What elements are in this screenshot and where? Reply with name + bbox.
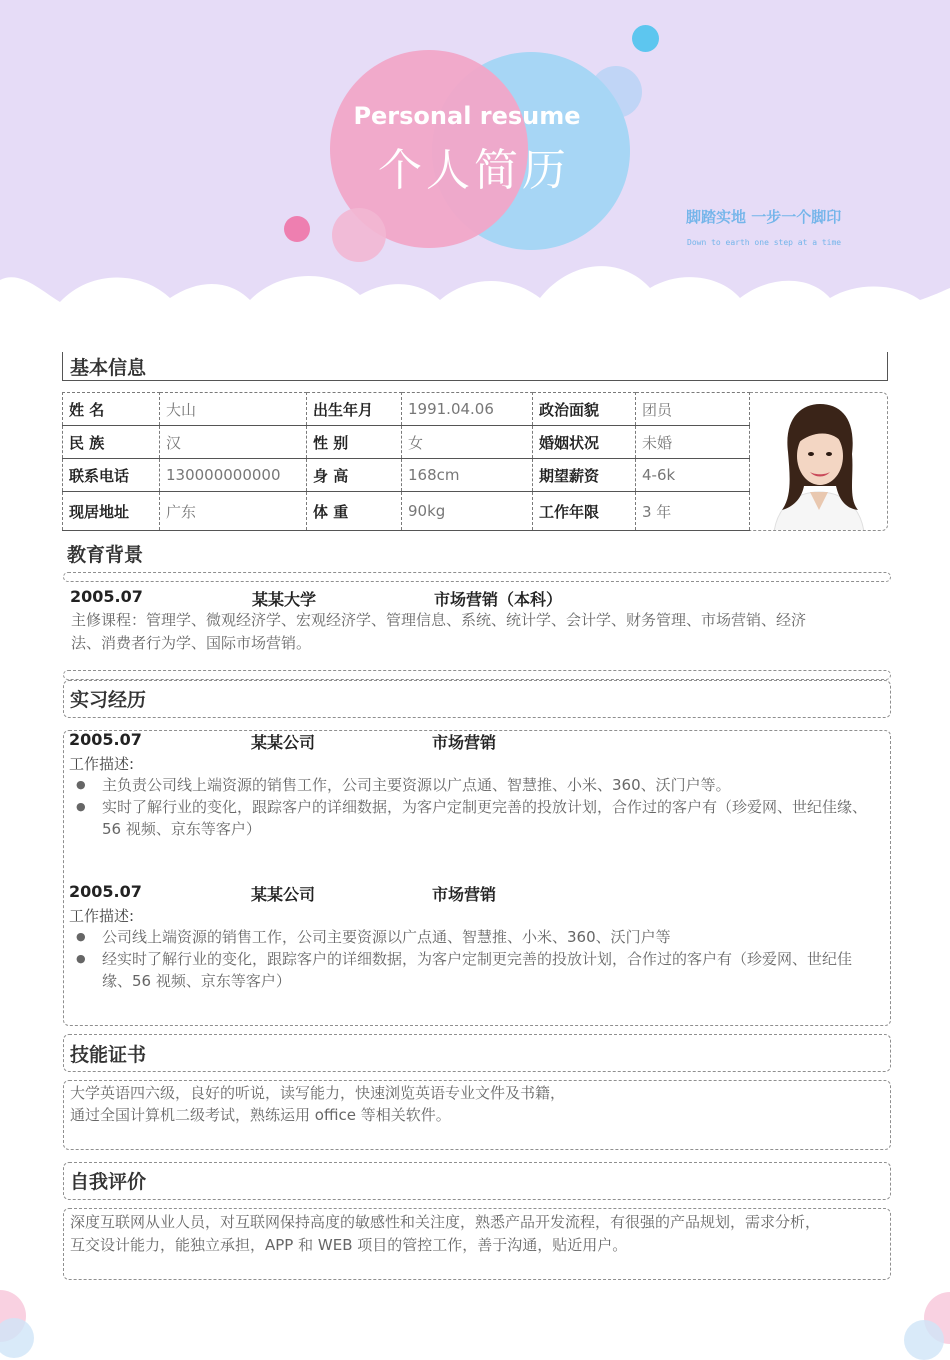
intern-company: 某某公司 <box>251 885 316 904</box>
info-label: 体 重 <box>307 492 402 531</box>
info-label: 性 别 <box>307 426 402 459</box>
info-value: 团员 <box>636 393 750 426</box>
section-title-basic: 基本信息 <box>70 357 147 379</box>
info-label: 民 族 <box>63 426 160 459</box>
section-box <box>63 680 891 718</box>
divider <box>62 380 888 381</box>
info-label: 现居地址 <box>63 492 160 531</box>
edu-date: 2005.07 <box>70 587 143 606</box>
table-row <box>63 459 750 492</box>
intern-position: 市场营销 <box>432 885 497 904</box>
decor-circle <box>0 1318 34 1358</box>
info-value: 汉 <box>160 426 307 459</box>
info-label: 姓 名 <box>63 393 160 426</box>
info-value: 90kg <box>402 492 533 531</box>
info-label: 身 高 <box>307 459 402 492</box>
info-label: 期望薪资 <box>533 459 636 492</box>
header-banner <box>0 0 950 340</box>
intern-date: 2005.07 <box>69 882 142 901</box>
info-value: 4-6k <box>636 459 750 492</box>
info-label: 联系电话 <box>63 459 160 492</box>
info-value: 未婚 <box>636 426 750 459</box>
section-title-education: 教育背景 <box>67 544 144 566</box>
section-box <box>63 1162 891 1200</box>
divider <box>887 352 888 380</box>
avatar <box>750 392 888 530</box>
basic-info-table <box>62 392 750 531</box>
intern-bullets <box>68 774 876 840</box>
info-value: 168cm <box>402 459 533 492</box>
table-row <box>63 492 750 531</box>
slogan-cn: 脚踏实地 一步一个脚印 <box>686 208 842 226</box>
intern-date: 2005.07 <box>69 730 142 749</box>
section-box <box>63 1034 891 1072</box>
divider <box>63 670 891 680</box>
info-label: 出生年月 <box>307 393 402 426</box>
intern-desc-label: 工作描述: <box>69 907 135 925</box>
table-row <box>63 426 750 459</box>
edu-courses: 主修课程：管理学、微观经济学、宏观经济学、管理信息、系统、统计学、会计学、财务管理、市场营销、经济 <box>71 611 807 629</box>
section-title-skills: 技能证书 <box>70 1044 147 1066</box>
divider <box>63 572 891 582</box>
title-en: Personal resume <box>353 102 581 130</box>
skills-text: 通过全国计算机二级考试，熟练运用 office 等相关软件。 <box>70 1106 451 1124</box>
list-item: ● 经实时了解行业的变化，跟踪客户的详细数据，为客户定制更完善的投放计划，合作过的客户有（珍爱网、世纪佳缘、56 视频、京东等客户） <box>68 948 876 992</box>
info-value: 1991.04.06 <box>402 393 533 426</box>
intern-bullets <box>68 926 876 992</box>
cloud-border <box>0 240 950 340</box>
skills-text: 大学英语四六级，良好的听说，读写能力，快速浏览英语专业文件及书籍， <box>70 1084 566 1102</box>
info-label: 婚姻状况 <box>533 426 636 459</box>
divider <box>62 352 63 380</box>
list-item: ● 主负责公司线上端资源的销售工作，公司主要资源以广点通、智慧推、小米、360、沃门户等。 <box>68 774 876 796</box>
slogan-en: Down to earth one step at a time <box>687 238 842 247</box>
decor-circle <box>284 216 310 242</box>
intern-desc-label: 工作描述: <box>69 755 135 773</box>
self-eval-text: 互交设计能力，能独立承担，APP 和 WEB 项目的管控工作，善于沟通，贴近用户。 <box>70 1236 628 1254</box>
edu-major: 市场营销（本科） <box>434 590 563 609</box>
list-item: ● 公司线上端资源的销售工作，公司主要资源以广点通、智慧推、小米、360、沃门户等 <box>68 926 876 948</box>
list-item: ● 实时了解行业的变化，跟踪客户的详细数据，为客户定制更完善的投放计划，合作过的客户有（珍爱网、世纪佳缘、56 视频、京东等客户） <box>68 796 876 840</box>
info-value: 130000000000 <box>160 459 307 492</box>
intern-position: 市场营销 <box>432 733 497 752</box>
section-title-self-eval: 自我评价 <box>70 1171 147 1193</box>
title-cn: 个人简历 <box>378 145 570 196</box>
info-value: 3 年 <box>636 492 750 531</box>
info-value: 女 <box>402 426 533 459</box>
edu-school: 某某大学 <box>252 590 317 609</box>
decor-circle <box>632 25 659 52</box>
section-title-internship: 实习经历 <box>70 689 147 711</box>
edu-courses: 法、消费者行为学、国际市场营销。 <box>71 634 312 652</box>
info-label: 政治面貌 <box>533 393 636 426</box>
table-row <box>63 393 750 426</box>
decor-circle <box>904 1320 944 1360</box>
info-label: 工作年限 <box>533 492 636 531</box>
self-eval-text: 深度互联网从业人员，对互联网保持高度的敏感性和关注度，熟悉产品开发流程，有很强的产品规划，需求分析， <box>70 1213 821 1231</box>
info-value: 大山 <box>160 393 307 426</box>
intern-company: 某某公司 <box>251 733 316 752</box>
info-value: 广东 <box>160 492 307 531</box>
